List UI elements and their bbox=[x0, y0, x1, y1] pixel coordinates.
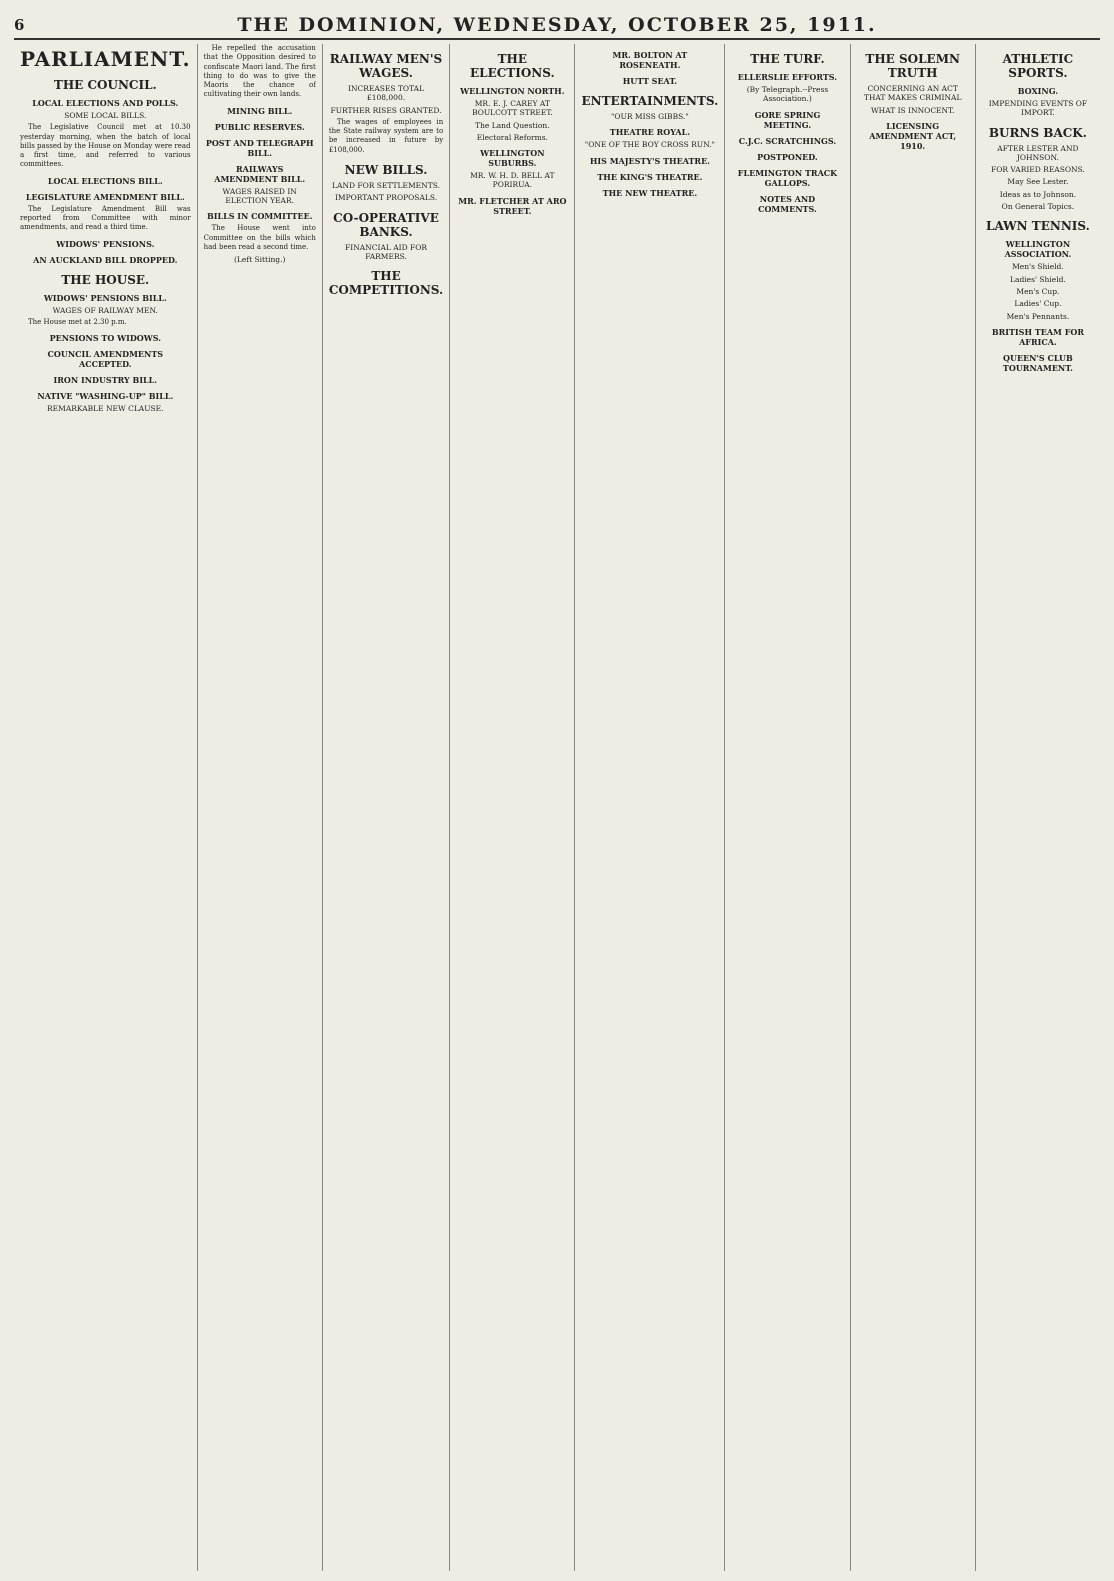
deck-line: WAGES OF RAILWAY MEN. bbox=[52, 305, 158, 315]
subheading: QUEEN'S CLUB TOURNAMENT. bbox=[1002, 352, 1073, 373]
subheading: MR. FLETCHER AT ARO STREET. bbox=[458, 195, 567, 216]
column-1 bbox=[14, 44, 198, 1571]
headline: BURNS BACK. bbox=[988, 125, 1087, 140]
masthead-title: THE DOMINION, WEDNESDAY, OCTOBER 25, 1911. bbox=[237, 14, 877, 36]
headline: NEW BILLS. bbox=[344, 163, 428, 178]
headline: RAILWAY MEN'S WAGES. bbox=[329, 52, 443, 80]
deck-line: MR. W. H. D. BELL AT PORIRUA. bbox=[470, 171, 555, 190]
subheading: GORE SPRING MEETING. bbox=[754, 109, 821, 130]
subheading: BRITISH TEAM FOR AFRICA. bbox=[991, 326, 1084, 347]
column-8 bbox=[976, 44, 1100, 1571]
subheading: LICENSING AMENDMENT ACT, 1910. bbox=[869, 120, 957, 151]
subheading: BILLS IN COMMITTEE. bbox=[206, 211, 313, 222]
paragraph: The House went into Committee on the bills which had been read a second time. bbox=[203, 224, 316, 251]
deck-line: Men's Pennants. bbox=[1006, 311, 1070, 321]
column-5 bbox=[575, 44, 725, 1571]
deck-line: FINANCIAL AID FOR FARMERS. bbox=[345, 242, 427, 261]
deck-line: Ladies' Cup. bbox=[1014, 299, 1062, 309]
subheading: THEATRE ROYAL. bbox=[609, 127, 691, 138]
subheading: HUTT SEAT. bbox=[622, 76, 678, 86]
deck-line: INCREASES TOTAL £108,000. bbox=[347, 84, 425, 103]
subheading: LEGISLATURE AMENDMENT BILL. bbox=[25, 191, 185, 202]
deck-line: The Land Question. bbox=[475, 120, 550, 130]
subheading: RAILWAYS AMENDMENT BILL. bbox=[214, 163, 306, 184]
deck-line: May See Lester. bbox=[1007, 177, 1069, 187]
columns bbox=[14, 44, 1100, 1571]
subheading: NOTES AND COMMENTS. bbox=[758, 193, 817, 214]
headline: CO-OPERATIVE BANKS. bbox=[333, 210, 439, 239]
masthead-rule bbox=[14, 38, 1100, 40]
deck-line: FOR VARIED REASONS. bbox=[990, 165, 1085, 175]
page-number: 6 bbox=[14, 16, 25, 34]
subheading: THE KING'S THEATRE. bbox=[597, 171, 703, 182]
subheading: COUNCIL AMENDMENTS ACCEPTED. bbox=[47, 349, 164, 370]
paragraph: The wages of employees in the State railway system are to be increased in future by £108,000. bbox=[328, 117, 444, 154]
subheading: LOCAL ELECTIONS BILL. bbox=[47, 175, 163, 186]
deck-line: Men's Shield. bbox=[1012, 262, 1064, 272]
subheading: MINING BILL. bbox=[227, 105, 293, 116]
deck-line: WHAT IS INNOCENT. bbox=[870, 105, 955, 115]
subheading: ELLERSLIE EFFORTS. bbox=[737, 72, 838, 82]
deck-line: Ladies' Shield. bbox=[1010, 274, 1066, 284]
deck-line: On General Topics. bbox=[1001, 202, 1075, 212]
subheading: AN AUCKLAND BILL DROPPED. bbox=[33, 254, 178, 265]
subheading: POSTPONED. bbox=[757, 151, 818, 162]
deck-line: "ONE OF THE BOY CROSS RUN." bbox=[584, 140, 716, 150]
subheading: WELLINGTON ASSOCIATION. bbox=[1004, 239, 1072, 260]
subheading: LOCAL ELECTIONS AND POLLS. bbox=[32, 98, 179, 108]
deck-line: REMARKABLE NEW CLAUSE. bbox=[47, 404, 164, 414]
subheading: WIDOWS' PENSIONS. bbox=[56, 238, 155, 249]
subheading: PENSIONS TO WIDOWS. bbox=[49, 333, 161, 344]
subheading: WELLINGTON SUBURBS. bbox=[480, 148, 545, 169]
headline: THE COMPETITIONS. bbox=[328, 269, 444, 298]
subheading: MR. BOLTON AT ROSENEATH. bbox=[612, 50, 688, 70]
subheading: THE NEW THEATRE. bbox=[602, 187, 698, 198]
column-6 bbox=[725, 44, 850, 1571]
column-3 bbox=[323, 44, 450, 1571]
deck-line: AFTER LESTER AND JOHNSON. bbox=[997, 143, 1079, 162]
subheading: WIDOWS' PENSIONS BILL. bbox=[43, 292, 167, 303]
headline: THE TURF. bbox=[750, 52, 825, 66]
deck-line: (By Telegraph.--Press Association.) bbox=[746, 85, 829, 104]
headline: THE ELECTIONS. bbox=[470, 52, 555, 80]
deck-line: (Left Sitting.) bbox=[233, 255, 286, 265]
paragraph: The Legislative Council met at 10.30 yesterday morning, when the batch of local bills passed by the House on Monday were read a first time, and referred to various committees. bbox=[20, 123, 191, 169]
headline: LAWN TENNIS. bbox=[986, 219, 1090, 234]
subheading: WELLINGTON NORTH. bbox=[460, 86, 565, 96]
subheading: PUBLIC RESERVES. bbox=[214, 121, 305, 132]
section-title: PARLIAMENT. bbox=[20, 47, 191, 71]
column-7 bbox=[851, 44, 976, 1571]
paragraph: The Legislature Amendment Bill was reported from Committee with minor amendments, and read a third time. bbox=[20, 204, 191, 232]
deck-line: IMPENDING EVENTS OF IMPORT. bbox=[988, 99, 1088, 118]
deck-line: LAND FOR SETTLEMENTS. bbox=[332, 181, 440, 191]
deck-line: Men's Cup. bbox=[1016, 286, 1060, 296]
headline: ENTERTAINMENTS. bbox=[581, 94, 719, 108]
subheading: POST AND TELEGRAPH BILL. bbox=[205, 137, 314, 158]
deck-line: CONCERNING AN ACT THAT MAKES CRIMINAL bbox=[863, 84, 962, 103]
subheading: C.J.C. SCRATCHINGS. bbox=[738, 135, 837, 146]
deck-line: FURTHER RISES GRANTED. bbox=[330, 105, 442, 115]
headline: THE COUNCIL. bbox=[53, 78, 157, 92]
headline: ATHLETIC SPORTS. bbox=[1002, 52, 1074, 80]
paragraph: He repelled the accusation that the Opposition desired to confiscate Maori land. The first thing to do was to give the Maoris the chance of cultivating their own lands. bbox=[203, 44, 316, 99]
column-4 bbox=[450, 44, 575, 1571]
subheading: HIS MAJESTY'S THEATRE. bbox=[589, 155, 710, 166]
headline: THE HOUSE. bbox=[61, 272, 150, 287]
deck-line: SOME LOCAL BILLS. bbox=[64, 111, 147, 120]
masthead bbox=[14, 14, 1100, 40]
subheading: IRON INDUSTRY BILL. bbox=[53, 375, 158, 386]
headline: THE SOLEMN TRUTH bbox=[865, 52, 960, 80]
subheading: FLEMINGTON TRACK GALLOPS. bbox=[737, 167, 838, 188]
deck-line: MR. E. J. CAREY AT BOULCOTT STREET. bbox=[472, 99, 553, 118]
deck-line: Ideas as to Johnson. bbox=[999, 189, 1077, 199]
column-2 bbox=[198, 44, 323, 1571]
deck-line: WAGES RAISED IN ELECTION YEAR. bbox=[222, 186, 297, 206]
deck-line: IMPORTANT PROPOSALS. bbox=[334, 193, 438, 203]
paragraph: The House met at 2.30 p.m. bbox=[28, 317, 127, 326]
deck-line: Electoral Reforms. bbox=[476, 132, 548, 142]
deck-line: "OUR MISS GIBBS." bbox=[610, 112, 689, 121]
subheading: NATIVE "WASHING-UP" BILL. bbox=[37, 391, 174, 402]
subheading: BOXING. bbox=[1017, 86, 1059, 96]
